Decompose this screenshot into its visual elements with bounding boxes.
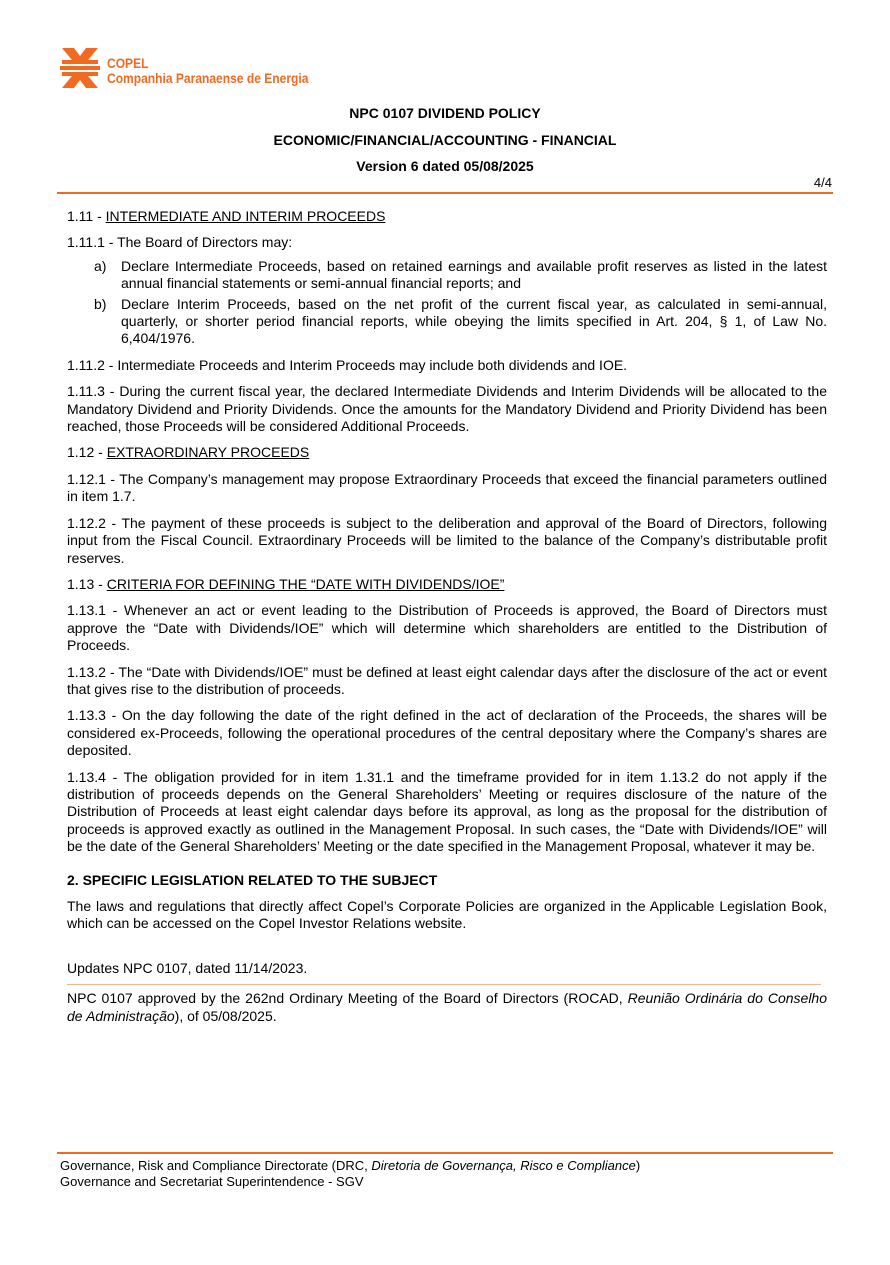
footer-divider [57,1152,833,1154]
paragraph-1-13-3: 1.13.3 - On the day following the date of the right defined in the act of declaration of the Proceeds, the shares will be considered ex-Proceeds, following the operational procedures of the central depositary where the Company’s shares are deposited. [67,707,827,759]
paragraph-1-13-1: 1.13.1 - Whenever an act or event leading to the Distribution of Proceeds is approved, the Board of Directors must approve the “Date with Dividends/IOE” which will determine which shareholders are entitled to the Distribution of Proceeds. [67,602,827,654]
section-heading-1-12: 1.12 - EXTRAORDINARY PROCEEDS [67,444,310,461]
logo-brand: COPEL [107,55,149,71]
list-marker: a) [94,257,107,274]
logo-company: Companhia Paranaense de Energia [107,70,309,86]
updates-note: Updates NPC 0107, dated 11/14/2023. [67,959,308,976]
paragraph-1-11-2: 1.11.2 - Intermediate Proceeds and Interim Proceeds may include both dividends and IOE. [67,356,628,373]
section-heading-2: 2. SPECIFIC LEGISLATION RELATED TO THE SUBJECT [67,871,438,888]
list-marker: b) [94,295,107,312]
document-title: NPC 0107 DIVIDEND POLICY [349,105,541,121]
list-text: Declare Interim Proceeds, based on the net profit of the current fiscal year, as calculated in semi-annual, quarterly, or shorter period financial reports, while obeying the limits specified in Art. 204, § 1, of Law No. 6,404/1976. [121,295,827,347]
section-heading-1-13: 1.13 - CRITERIA FOR DEFINING THE “DATE WITH DIVIDENDS/IOE” [67,575,505,592]
section-title: INTERMEDIATE AND INTERIM PROCEEDS [105,208,386,224]
approval-note: NPC 0107 approved by the 262nd Ordinary Meeting of the Board of Directors (ROCAD, Reunião Ordinária do Conselho de Administração), of 05/08/2025. [67,990,828,1024]
header-divider [57,192,833,194]
list-item [67,296,827,348]
paragraph-1-12-1: 1.12.1 - The Company’s management may propose Extraordinary Proceeds that exceed the financial parameters outlined in item 1.7. [67,470,827,505]
page-number: 4/4 [813,175,832,190]
section-title: CRITERIA FOR DEFINING THE “DATE WITH DIVIDENDS/IOE” [106,575,505,592]
list-text: Declare Intermediate Proceeds, based on retained earnings and available profit reserves as listed in the latest annual financial statements or semi-annual financial reports; and [121,257,827,292]
document-subtitle: ECONOMIC/FINANCIAL/ACCOUNTING - FINANCIAL [273,131,617,148]
copel-logo-icon [60,46,100,90]
document-header [0,104,890,184]
paragraph-1-11-1: 1.11.1 - The Board of Directors may: [67,234,293,251]
paragraph-2: The laws and regulations that directly affect Copel’s Corporate Policies are organized in the Applicable Legislation Book, which can be accessed on the Copel Investor Relations website. [67,898,827,932]
footer-line-2: Governance and Secretariat Superintendence - SGV [60,1174,364,1189]
document-version: Version 6 dated 05/08/2025 [356,158,534,174]
paragraph-1-13-2: 1.13.2 - The “Date with Dividends/IOE” must be defined at least eight calendar days after the disclosure of the act or event that gives rise to the distribution of proceeds. [67,663,827,697]
list-item [67,258,827,293]
section-title: EXTRAORDINARY PROCEEDS [106,444,310,461]
logo-text [107,46,308,86]
document-body [67,208,827,1034]
footer-line-1: Governance, Risk and Compliance Directorate (DRC, Diretoria de Governança, Risco e Compliance) [60,1158,641,1173]
lettered-list [67,258,827,348]
paragraph-1-11-3: 1.11.3 - During the current fiscal year, the declared Intermediate Dividends and Interim Dividends will be allocated to the Mandatory Dividend and Priority Dividends. Once the amounts for the Mandatory Dividend and Priority Dividend has been reached, those Proceeds will be considered Additional Proceeds. [67,383,827,435]
company-logo [60,46,341,90]
approval-divider [67,984,821,985]
page-footer [60,1158,640,1190]
section-heading-1-11: 1.11 - INTERMEDIATE AND INTERIM PROCEEDS [67,208,386,224]
paragraph-1-12-2: 1.12.2 - The payment of these proceeds is subject to the deliberation and approval of the Board of Directors, following input from the Fiscal Council. Extraordinary Proceeds will be limited to the balance of the Company’s distributable profit reserves. [67,514,827,566]
paragraph-1-13-4: 1.13.4 - The obligation provided for in item 1.31.1 and the timeframe provided for in item 1.13.2 do not apply if the distribution of proceeds depends on the General Shareholders’ Meeting or requires disclosure of the nature of the Distribution of Proceeds at least eight calendar days before its approval, as long as the proposal for the distribution of proceeds is approved exactly as outlined in the Management Proposal. In such cases, the “Date with Dividends/IOE” will be the date of the General Shareholders’ Meeting or the date specified in the Management Proposal, whatever it may be. [67,768,827,855]
